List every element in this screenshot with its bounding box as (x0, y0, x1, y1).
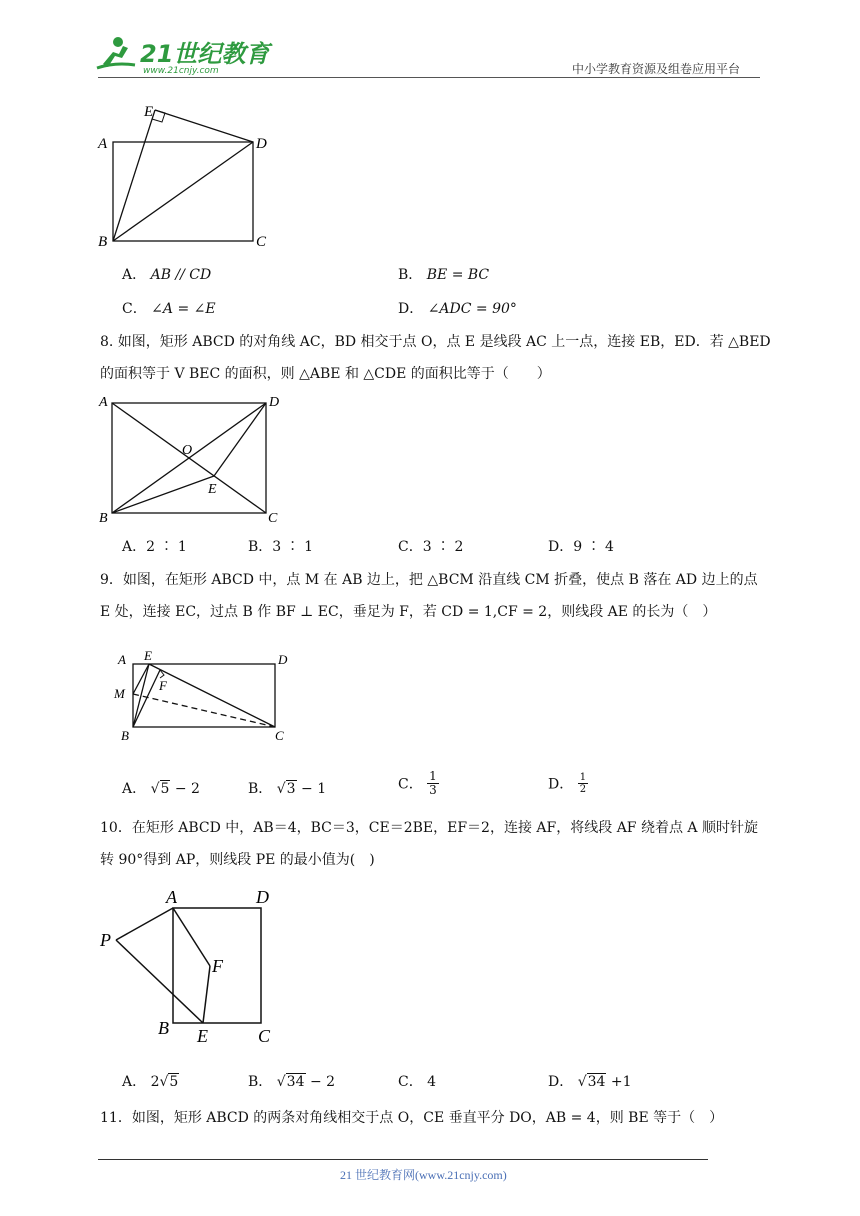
svg-text:E: E (197, 1026, 208, 1046)
q7-figure (98, 100, 278, 250)
q9-text-line2: E 处，连接 EC，过点 B 作 BF ⊥ EC，垂足为 F，若 CD = 1,CF = 2，则线段 AE 的长为（ ） (100, 604, 717, 620)
svg-text:M: M (114, 686, 125, 701)
svg-text:A: A (99, 395, 108, 410)
svg-text:A: A (118, 652, 126, 667)
q7-option-a[interactable]: A． AB // CD (122, 267, 212, 283)
q7-option-d[interactable]: D． ∠ADC = 90° (398, 301, 517, 317)
q9-text-line1: 9．如图，在矩形 ABCD 中，点 M 在 AB 边上，把 △BCM 沿直线 CM 折叠，使点 B 落在 AD 边上的点 (100, 572, 758, 588)
q10-figure (98, 882, 283, 1050)
q10-option-c[interactable]: C． 4 (398, 1074, 437, 1090)
svg-text:E: E (144, 104, 154, 120)
q11-text-line1: 11．如图，矩形 ABCD 的两条对角线相交于点 O，CE 垂直平分 DO，AB = 4，则 BE 等于（ ） (100, 1110, 724, 1126)
q10-option-b[interactable]: B． √34 − 2 (248, 1074, 336, 1090)
svg-text:C: C (275, 728, 284, 743)
svg-text:E: E (144, 648, 152, 663)
logo (95, 34, 270, 76)
q8-text-line2: 的面积等于 V BEC 的面积，则 △ABE 和 △CDE 的面积比等于（ ） (100, 366, 551, 382)
q10-option-d[interactable]: D． √34 +1 (548, 1074, 632, 1090)
q8-option-a[interactable]: A．2 ∶ 1 (122, 539, 187, 555)
q9-option-c[interactable]: C． $\frac{1}{3}$ (398, 769, 437, 797)
svg-text:A: A (98, 136, 108, 152)
q8-option-c[interactable]: C．3 ∶ 2 (398, 539, 464, 555)
svg-text:C: C (268, 511, 278, 526)
header-divider (98, 77, 760, 78)
svg-text:P: P (100, 930, 111, 950)
svg-text:F: F (212, 956, 223, 976)
q9-figure (108, 644, 293, 744)
logo-url: www.21cnjy.com (143, 66, 219, 76)
q10-option-a[interactable]: A． 2√5 (122, 1074, 179, 1090)
footer-text: 21 世纪教育网(www.21cnjy.com) (340, 1168, 507, 1182)
q8-option-d[interactable]: D．9 ∶ 4 (548, 539, 614, 555)
q8-text-line1: 8. 如图，矩形 ABCD 的对角线 AC，BD 相交于点 O，点 E 是线段 AC 上一点，连接 EB，ED．若 △BED (100, 334, 771, 350)
site-name: 中小学教育资源及组卷应用平台 (572, 62, 741, 76)
svg-text:F: F (159, 678, 167, 693)
q7-option-c[interactable]: C． ∠A = ∠E (122, 301, 216, 317)
svg-text:O: O (182, 443, 193, 458)
q8-option-b[interactable]: B．3 ∶ 1 (248, 539, 314, 555)
svg-text:D: D (278, 652, 288, 667)
q10-text-line2: 转 90°得到 AP，则线段 PE 的最小值为( ) (100, 852, 375, 868)
svg-text:A: A (166, 887, 177, 907)
svg-text:E: E (208, 482, 217, 497)
svg-text:D: D (256, 887, 269, 907)
svg-text:D: D (256, 136, 267, 152)
svg-text:B: B (158, 1018, 169, 1038)
q10-text-line1: 10．在矩形 ABCD 中，AB＝4，BC＝3，CE＝2BE，EF＝2，连接 AF，将线段 AF 绕着点 A 顺时针旋 (100, 820, 758, 836)
logo-text: 21世纪教育 (140, 40, 270, 68)
svg-text:B: B (99, 511, 108, 526)
q9-option-b[interactable]: B． √3 − 1 (248, 781, 327, 797)
svg-text:C: C (258, 1026, 271, 1046)
svg-text:B: B (98, 234, 108, 250)
svg-text:C: C (256, 234, 267, 250)
logo-runner-icon (97, 37, 135, 68)
svg-text:D: D (269, 395, 280, 410)
q9-option-a[interactable]: A． √5 − 2 (122, 781, 200, 797)
q8-figure (98, 392, 288, 524)
svg-text:B: B (121, 728, 129, 743)
footer-divider (98, 1159, 708, 1160)
q9-option-d[interactable]: D． $\frac{1}{2}$ (548, 772, 587, 795)
q7-option-b[interactable]: B． BE = BC (398, 267, 490, 283)
